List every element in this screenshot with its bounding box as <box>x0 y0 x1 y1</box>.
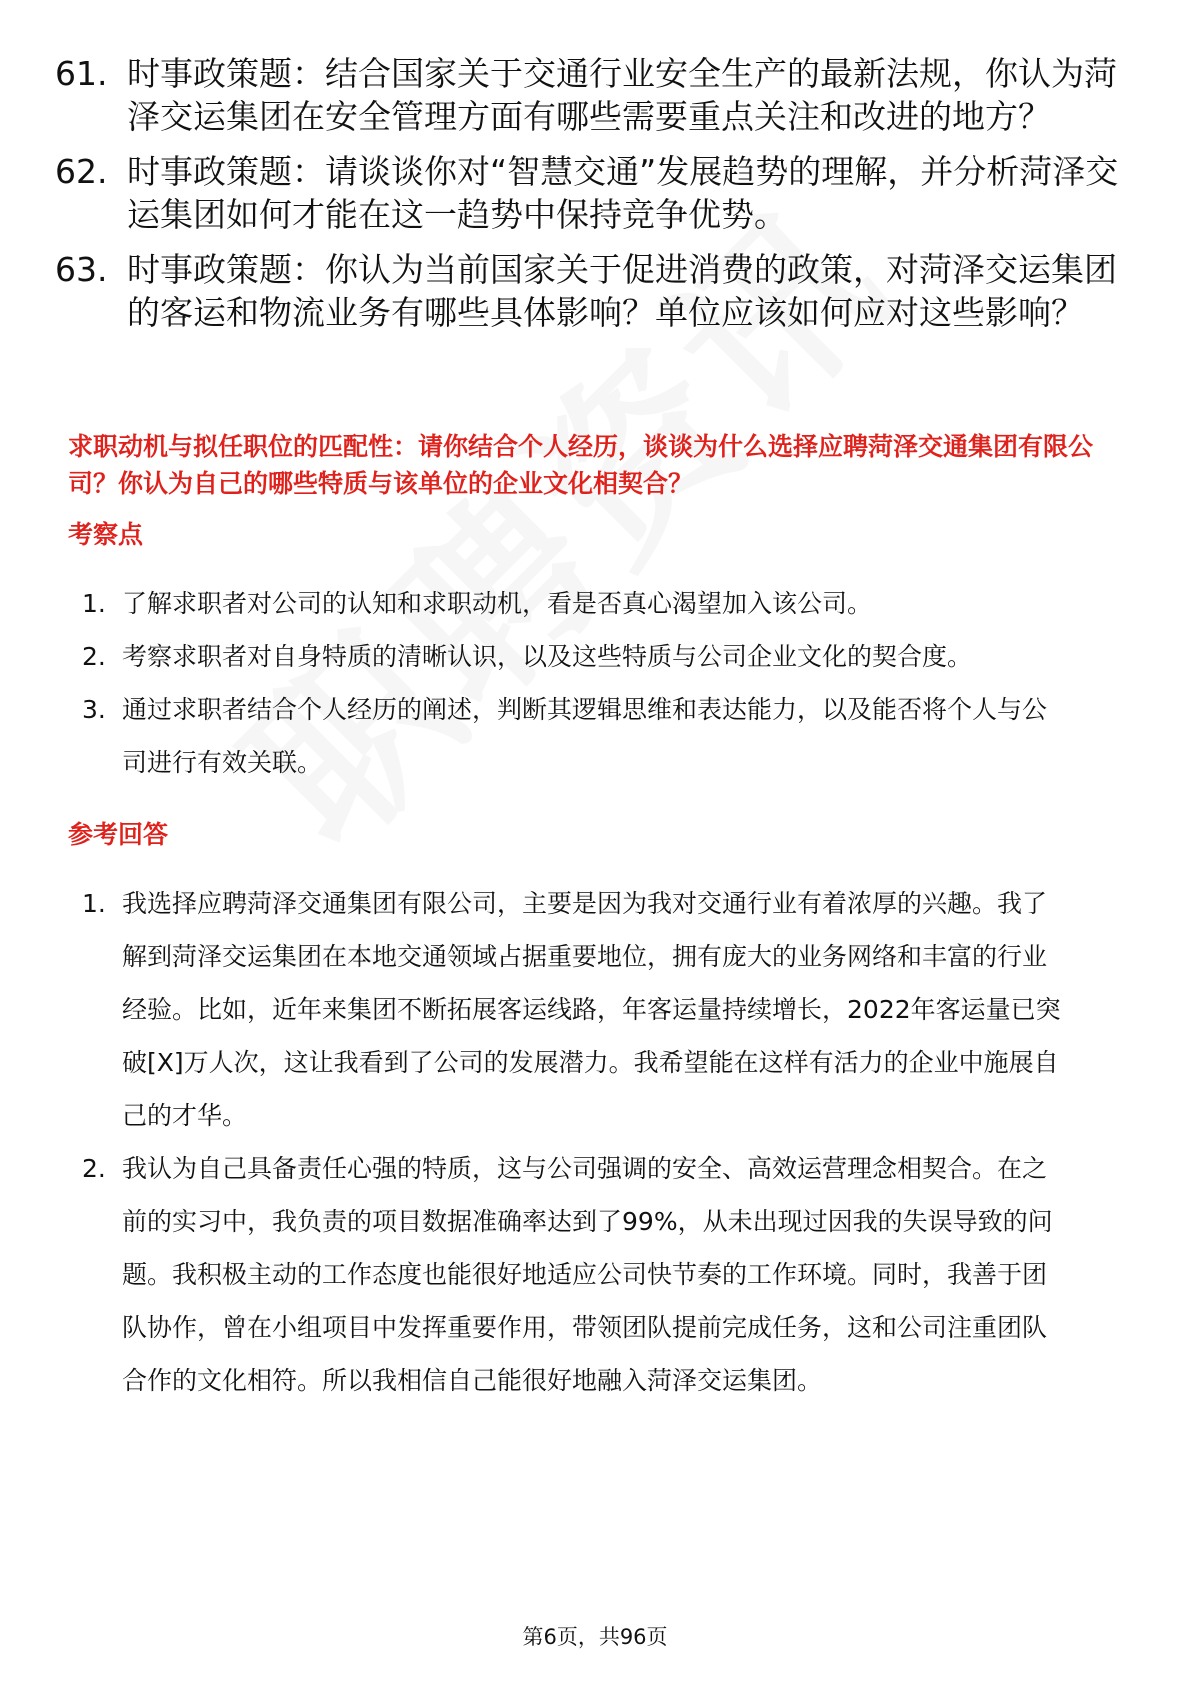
question-number: 62. <box>55 152 108 191</box>
question-text: 时事政策题：结合国家关于交通行业安全生产的最新法规，你认为菏泽交运集团在安全管理方面有哪些需要重点关注和改进的地方？ <box>127 54 1117 136</box>
list-number: 1. <box>82 589 106 618</box>
page-footer: 第6页，共96页 <box>522 1625 668 1649</box>
cankao-list <box>68 877 1068 1407</box>
list-text: 了解求职者对公司的认知和求职动机，看是否真心渴望加入该公司。 <box>122 589 873 618</box>
list-number: 1. <box>82 889 106 918</box>
kaochadian-list <box>68 577 1068 789</box>
list-number: 2. <box>82 1154 106 1183</box>
question-item <box>55 248 1135 334</box>
list-number: 3. <box>82 695 106 724</box>
question-list <box>55 52 1135 346</box>
list-item <box>68 630 1068 683</box>
list-text: 通过求职者结合个人经历的阐述，判断其逻辑思维和表达能力，以及能否将个人与公司进行有效关联。 <box>122 695 1048 777</box>
list-number: 2. <box>82 642 106 671</box>
kaochadian-heading: 考察点 <box>68 520 144 549</box>
question-number: 63. <box>55 250 108 289</box>
list-text: 考察求职者对自身特质的清晰认识，以及这些特质与公司企业文化的契合度。 <box>122 642 973 671</box>
list-text: 我选择应聘菏泽交通集团有限公司，主要是因为我对交通行业有着浓厚的兴趣。我了解到菏泽交运集团在本地交通领域占据重要地位，拥有庞大的业务网络和丰富的行业经验。比如，近年来集团不断拓展客运线路，年客运量持续增长，2022年客运量已突破[X]万人次，这让我看到了公司的发展潜力。我希望能在这样有活力的企业中施展自己的才华。 <box>122 889 1061 1130</box>
section-title: 求职动机与拟任职位的匹配性：请你结合个人经历，谈谈为什么选择应聘菏泽交通集团有限公司？你认为自己的哪些特质与该单位的企业文化相契合？ <box>68 432 1094 498</box>
question-item <box>55 52 1135 138</box>
question-item <box>55 150 1135 236</box>
list-item <box>68 577 1068 630</box>
cankao-heading: 参考回答 <box>68 820 169 849</box>
question-text: 时事政策题：请谈谈你对“智慧交通”发展趋势的理解，并分析菏泽交运集团如何才能在这一趋势中保持竞争优势。 <box>127 152 1119 234</box>
list-item <box>68 683 1068 789</box>
question-number: 61. <box>55 54 108 93</box>
list-text: 我认为自己具备责任心强的特质，这与公司强调的安全、高效运营理念相契合。在之前的实习中，我负责的项目数据准确率达到了99%，从未出现过因我的失误导致的问题。我积极主动的工作态度也能很好地适应公司快节奏的工作环境。同时，我善于团队协作，曾在小组项目中发挥重要作用，带领团队提前完成任务，这和公司注重团队合作的文化相符。所以我相信自己能很好地融入菏泽交运集团。 <box>122 1154 1053 1395</box>
list-item <box>68 877 1068 1142</box>
question-text: 时事政策题：你认为当前国家关于促进消费的政策，对菏泽交运集团的客运和物流业务有哪些具体影响？单位应该如何应对这些影响？ <box>127 250 1117 332</box>
list-item <box>68 1142 1068 1407</box>
